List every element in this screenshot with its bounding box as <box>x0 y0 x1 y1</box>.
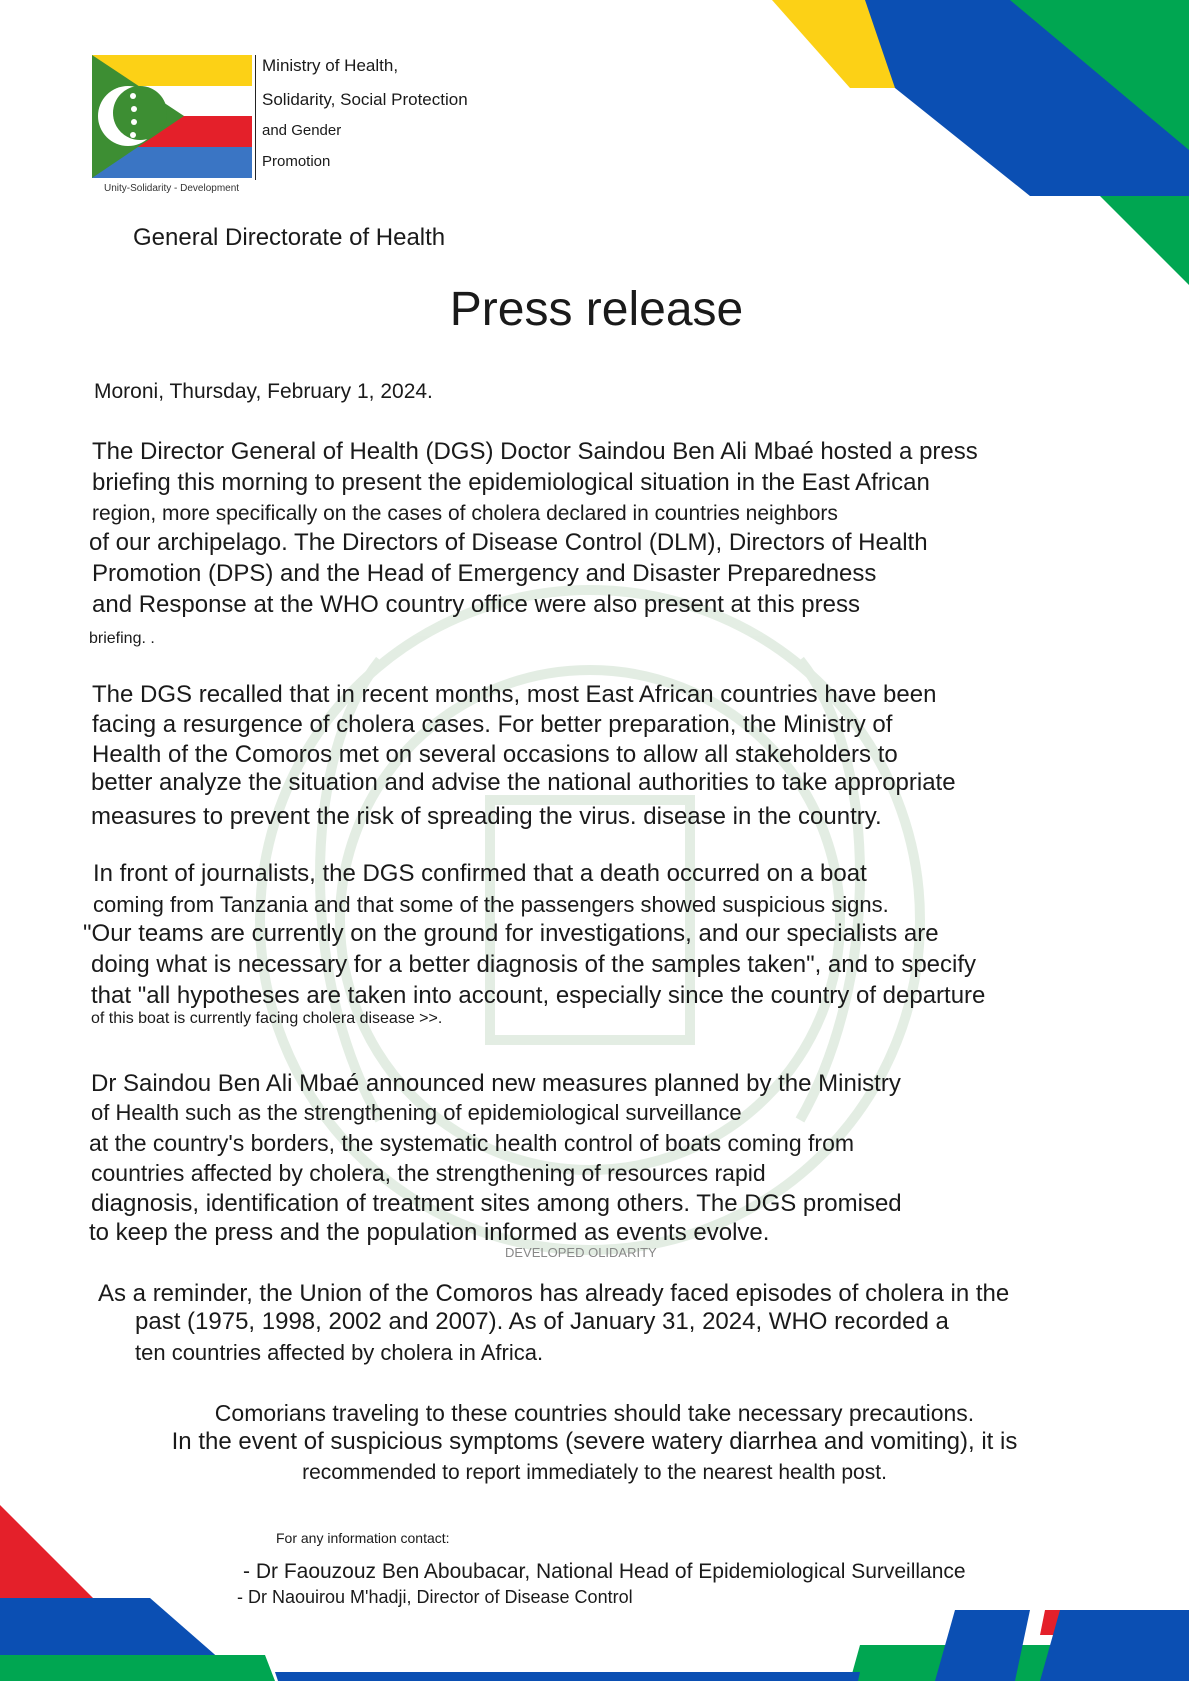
text-line: that "all hypotheses are taken into account, especially since the country of departure <box>91 982 986 1009</box>
text-line: countries affected by cholera, the strengthening of resources rapid <box>91 1160 766 1186</box>
motto: Unity-Solidarity - Development <box>104 183 240 194</box>
text-line: briefing this morning to present the epidemiological situation in the East African <box>92 469 930 496</box>
text-line: of our archipelago. The Directors of Disease Control (DLM), Directors of Health <box>89 529 928 556</box>
watermark-motto: DEVELOPED OLIDARITY <box>505 1245 657 1260</box>
text-line: As a reminder, the Union of the Comoros has already faced episodes of cholera in the <box>98 1280 1010 1307</box>
text-line: facing a resurgence of cholera cases. For better preparation, the Ministry of <box>92 711 893 738</box>
bottom-band-blue-bar <box>275 1672 860 1681</box>
bottom-right-blue-block <box>935 1610 1030 1681</box>
text-line: at the country's borders, the systematic health control of boats coming from <box>89 1130 855 1156</box>
text-line: to keep the press and the population informed as events evolve. <box>89 1219 770 1246</box>
text-line: briefing. . <box>89 630 155 647</box>
header-divider <box>255 55 256 180</box>
text-line: region, more specifically on the cases of cholera declared in countries neighbors <box>92 502 838 525</box>
text-line: and Response at the WHO country office were also present at this press <box>92 591 860 618</box>
text-line: better analyze the situation and advise the national authorities to take appropriate <box>91 769 956 796</box>
text-line: of Health such as the strengthening of epidemiological surveillance <box>91 1100 742 1125</box>
text-line: Dr Saindou Ben Ali Mbaé announced new measures planned by the Ministry <box>91 1070 901 1097</box>
contact-person: - Dr Faouzouz Ben Aboubacar, National Head of Epidemiological Surveillance <box>243 1560 966 1583</box>
text-line: The Director General of Health (DGS) Doctor Saindou Ben Ali Mbaé hosted a press <box>92 438 978 465</box>
ministry-line: Solidarity, Social Protection <box>262 90 468 109</box>
text-line: of this boat is currently facing cholera disease >>. <box>91 1010 443 1027</box>
bottom-right-blue-block-2 <box>1040 1610 1189 1681</box>
page-title: Press release <box>449 283 744 336</box>
top-right-green-wedge <box>1100 196 1189 285</box>
ministry-line: Promotion <box>262 153 331 170</box>
text-line: coming from Tanzania and that some of the passengers showed suspicious signs. <box>93 892 889 917</box>
ministry-line: and Gender <box>262 122 342 139</box>
text-line: In front of journalists, the DGS confirmed that a death occurred on a boat <box>93 860 867 887</box>
text-line: doing what is necessary for a better diagnosis of the samples taken", and to specify <box>91 951 977 978</box>
text-line: Promotion (DPS) and the Head of Emergency and Disaster Preparedness <box>92 560 877 587</box>
text-line: "Our teams are currently on the ground for investigations, and our specialists are <box>83 920 939 947</box>
text-line: Comorians traveling to these countries should take necessary precautions. <box>214 1400 975 1426</box>
text-line: In the event of suspicious symptoms (severe watery diarrhea and vomiting), it is <box>171 1428 1018 1455</box>
text-line: Health of the Comoros met on several occasions to allow all stakeholders to <box>92 741 898 768</box>
directorate-title: General Directorate of Health <box>133 224 446 251</box>
ministry-line: Ministry of Health, <box>262 56 399 75</box>
text-line: recommended to report immediately to the nearest health post. <box>302 1461 887 1484</box>
text-line: The DGS recalled that in recent months, most East African countries have been <box>92 681 937 708</box>
text-line: past (1975, 1998, 2002 and 2007). As of January 31, 2024, WHO recorded a <box>135 1308 949 1335</box>
text-line: ten countries affected by cholera in Africa. <box>135 1340 544 1365</box>
comoros-flag-icon <box>92 55 252 178</box>
contact-heading: For any information contact: <box>276 1530 450 1546</box>
dateline: Moroni, Thursday, February 1, 2024. <box>94 380 433 403</box>
text-line: measures to prevent the risk of spreading the virus. disease in the country. <box>91 803 882 830</box>
contact-person: - Dr Naouirou M'hadji, Director of Disease Control <box>237 1587 633 1607</box>
bottom-left-green-band <box>0 1655 275 1681</box>
text-line: diagnosis, identification of treatment sites among others. The DGS promised <box>91 1190 902 1217</box>
